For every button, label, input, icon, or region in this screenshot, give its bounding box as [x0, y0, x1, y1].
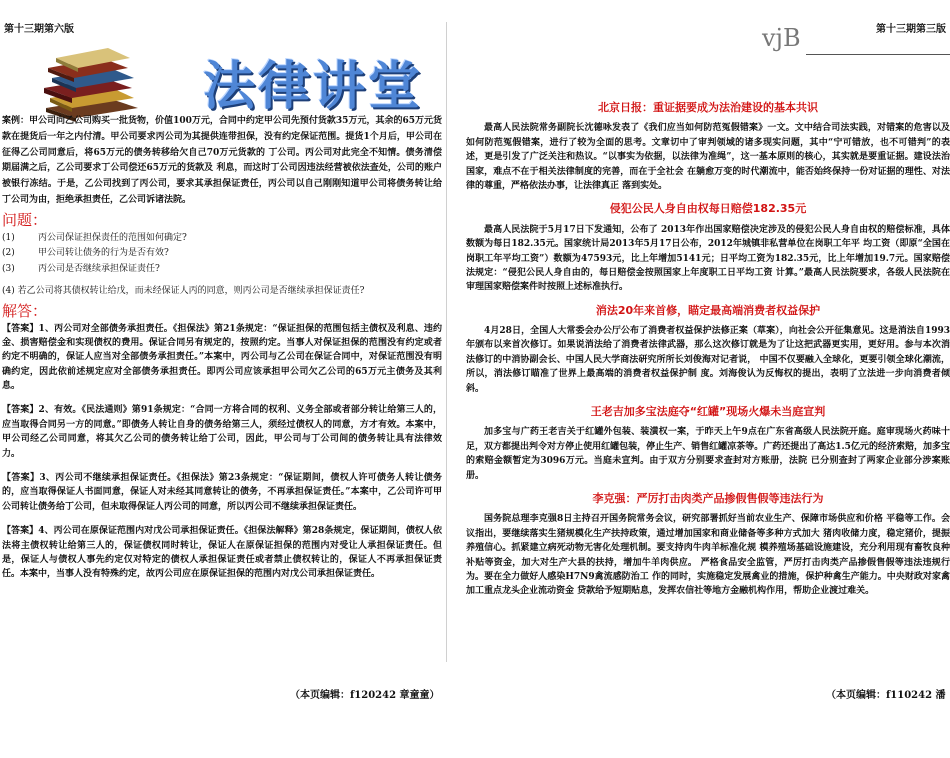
question-number: (1) [2, 232, 15, 243]
question-item [2, 246, 442, 262]
answer-2: 【答案】2、有效。《民法通则》第91条规定：“合同一方将合同的权利、义务全部或者部分转让给第三人的，应当取得合同另一方的同意。”即债务人转让自身的债务给第三人，须经过债权人的同意，方才有效。本案中，甲公司经乙公司同意，将其欠乙公司的债务转让给丁公司，因此，甲公司与丁公司间的债务转让具有法律效力。 [2, 405, 442, 459]
article-body: 国务院总理李克强8日主持召开国务院常务会议，研究部署抓好当前农业生产、保障市场供应和价格 平稳等工作。会议指出，要继续落实生猪规模化生产扶持政策，通过增加国家和商业储备等多种方式加大 猪肉收储力度，稳定猪价，提振养殖信心。抓紧建立病死动物无害化处理机制。要支持肉牛肉羊标准化规 模养殖场基础设施建设，充分利用现有畜牧良种补贴等资金，加大对生产大县的扶持，增加牛羊肉供应。 严格食品安全监管，严厉打击肉类产品掺假售假等违法违规行为。要在全力做好人感染H7N9禽流感防治工 作的同时，实施稳定发展禽业的措施，保护种禽生产能力。中央财政对家禽加工重点龙头企业流动资金 贷款给予短期贴息，发挥农信社等地方金融机构作用，帮助企业渡过难关。 [466, 514, 950, 597]
answer-4: 【答案】4、丙公司在原保证范围内对戊公司承担保证责任。《担保法解释》第28条规定，保证期间，债权人依法将主债权转让给第三人的，保证债权同时转让，保证人在原保证担保的范围内对受让人承担保证责任。但是，保证人与债权人事先约定仅对特定的债权人承担保证责任或者禁止债权转让的，保证人不再承担保证责任。本案中，当事人没有特殊约定，故丙公司应在原保证担保的范围内对戊公司承担保证责任。 [2, 526, 442, 580]
question-text: 丙公司是否继续承担保证责任? [38, 264, 160, 274]
right-issue-label: 第十三期第三版 [876, 24, 946, 35]
answer-3: 【答案】3、丙公司不继续承担保证责任。《担保法》第23条规定：“保证期间，债权人许可债务人转让债务的，应当取得保证人书面同意，保证人对未经其同意转让的债务，不再承担保证责任。”本案中，乙公司许可甲公司转让债务给丁公司，但未取得保证人丙公司的同意，所以丙公司不继续承担保证责任。 [2, 473, 442, 512]
books-icon [38, 42, 142, 122]
question-item [2, 262, 442, 278]
article-body: 4月28日，全国人大常委会办公厅公布了消费者权益保护法修正案（草案），向社会公开征集意见。这是消法自1993年颁布以来首次修订。如果说消法给了消费者法律武器，那么这次修订就是为了让这把武器更实用，更好用。参与本次消法修订的中消协副会长、中国人民大学商法研究所所长刘俊海对记者说， 中国不仅要融入全球化，更要引领全球化潮流，所以，消法修订瞄准了世界上最高端的消费者权益保护制 度。刘海俊认为反悔权的提出，表明了立法进一步向消费者倾斜。 [466, 326, 950, 394]
article-body: 最高人民法院常务副院长沈德咏发表了《我们应当如何防范冤假错案》一文。文中结合司法实践，对错案的危害以及如何防范冤假错案，进行了较为全面的思考。文章切中了审判领域的诸多现实问题，其中“宁可错放，也不可错判”的表述，更是引发了广泛关注和热议。“以事实为依据，以法律为准绳”，这一基本原则的核心，其实就是要重证据。建设法治国家，难点不在于相关法律制度的完善，而在于全社会 在躺愈万变的时代潮流中，能否始终保持一份对证据的理性、对法律的尊重，严格依法办事，让法律真正 落到实处。 [466, 123, 950, 191]
page-divider [446, 22, 447, 662]
right-column [466, 92, 950, 599]
left-issue-label: 第十三期第六版 [4, 24, 74, 35]
masthead-title: 法律讲堂 [203, 57, 424, 117]
article-title: 侵犯公民人身自由权每日赔偿182.35元 [609, 202, 807, 216]
questions-list [2, 231, 442, 278]
left-editor-credit: （本页编辑：f120242 章童童） [290, 690, 440, 701]
answer-1: 【答案】1、丙公司对全部债务承担责任。《担保法》第21条规定：“保证担保的范围包括主债权及利息、违约金、损害赔偿金和实现债权的费用。保证合同另有规定的，按照约定。当事人对保证担保的范围没有约定或者约定不明确的，保证人应当对全部债务承担责任。”本案中，丙公司与乙公司在保证合同中，对保证范围没有明确约定，因此依前述规定应对全部债务承担责任。即丙公司应该承担甲公司欠乙公司的65万元主债务及其利息。 [2, 323, 442, 392]
left-column [2, 114, 442, 582]
case-text: 案例：甲公司向乙公司购买一批货物，价值100万元，合同中约定甲公司先预付货款35万元，其余的65万元货款在提货后一年之内付清。甲公司要求丙公司为其提供连带担保，没有约定保证范围。提货1个月后，甲公司在征得乙公司同意后，将65万元的债务转移给欠自己70万元货款的 丁公司。丙公司对此完全不知情。债务清偿期届满之后，乙公司要求丁公司偿还65万元的货款及 利息，而这时丁公司因违法经营被依法查处，公司的账户被银行冻结。于是，乙公司找到了丙公司，要求其承担保证责任，丙公司以自己刚刚知道甲公司将债务转让给丁公司为由，拒绝承担责任，乙公司诉诸法院。 [2, 116, 442, 205]
article-body: 最高人民法院于5月17日下发通知，公布了 2013年作出国家赔偿决定涉及的侵犯公民人身自由权的赔偿标准，具体数额为每日182.35元。国家统计局2013年5月17日公布，2012年城镇非私营单位在岗职工年平 均工资（即原“全国在岗职工年平均工资”）数额为47593元，比上年增加5141元；日平均工资为182.35元，比上年增加19.7元。国家赔偿法规定：“侵犯公民人身自由的，每日赔偿金按照国家上年度职工日平均工资 计算。”最高人民法院要求，各级人民法院在审理国家赔偿案件时按照上述标准执行。 [466, 224, 950, 293]
question-text: 丙公司保证担保责任的范围如何确定? [38, 232, 187, 243]
answers-heading: 解答： [2, 301, 48, 320]
vjb-logo: vjB [762, 24, 801, 52]
article-title: 北京日报：重证据要成为法治建设的基本共识 [598, 101, 818, 114]
question-item [2, 231, 442, 247]
right-editor-credit: （本页编辑：f110242 潘 [826, 690, 946, 701]
question-number: (3) [2, 264, 15, 274]
question-4: (4) 若乙公司将其债权转让给戊，而未经保证人丙的同意，则丙公司是否继续承担保证责任? [2, 285, 365, 296]
header-rule [806, 54, 950, 55]
article-title: 李克强：严厉打击肉类产品掺假售假等违法行为 [592, 491, 824, 505]
question-number: (2) [2, 248, 15, 259]
article-body: 加多宝与广药王老吉关于红罐外包装、装潢权一案，于昨天上午9点在广东省高级人民法院开庭。庭审现场火药味十足，双方都提出判令对方停止使用红罐包装，停止生产、销售红罐凉茶等。广药还提出了高达1.5亿元的经济索赔，加多宝的索赔金额暂定为3096万元。当庭未宣判。由于双方分别要求查封对方账册，法院 已分别查封了两家企业部分涉案账册。 [466, 427, 950, 481]
questions-heading: 问题： [2, 210, 48, 229]
article-title: 王老吉加多宝法庭夺“红罐”现场火爆未当庭宣判 [590, 405, 826, 419]
question-text: 甲公司转让债务的行为是否有效? [38, 248, 169, 259]
article-title: 消法20年来首修，瞄定最高端消费者权益保护 [595, 303, 821, 317]
